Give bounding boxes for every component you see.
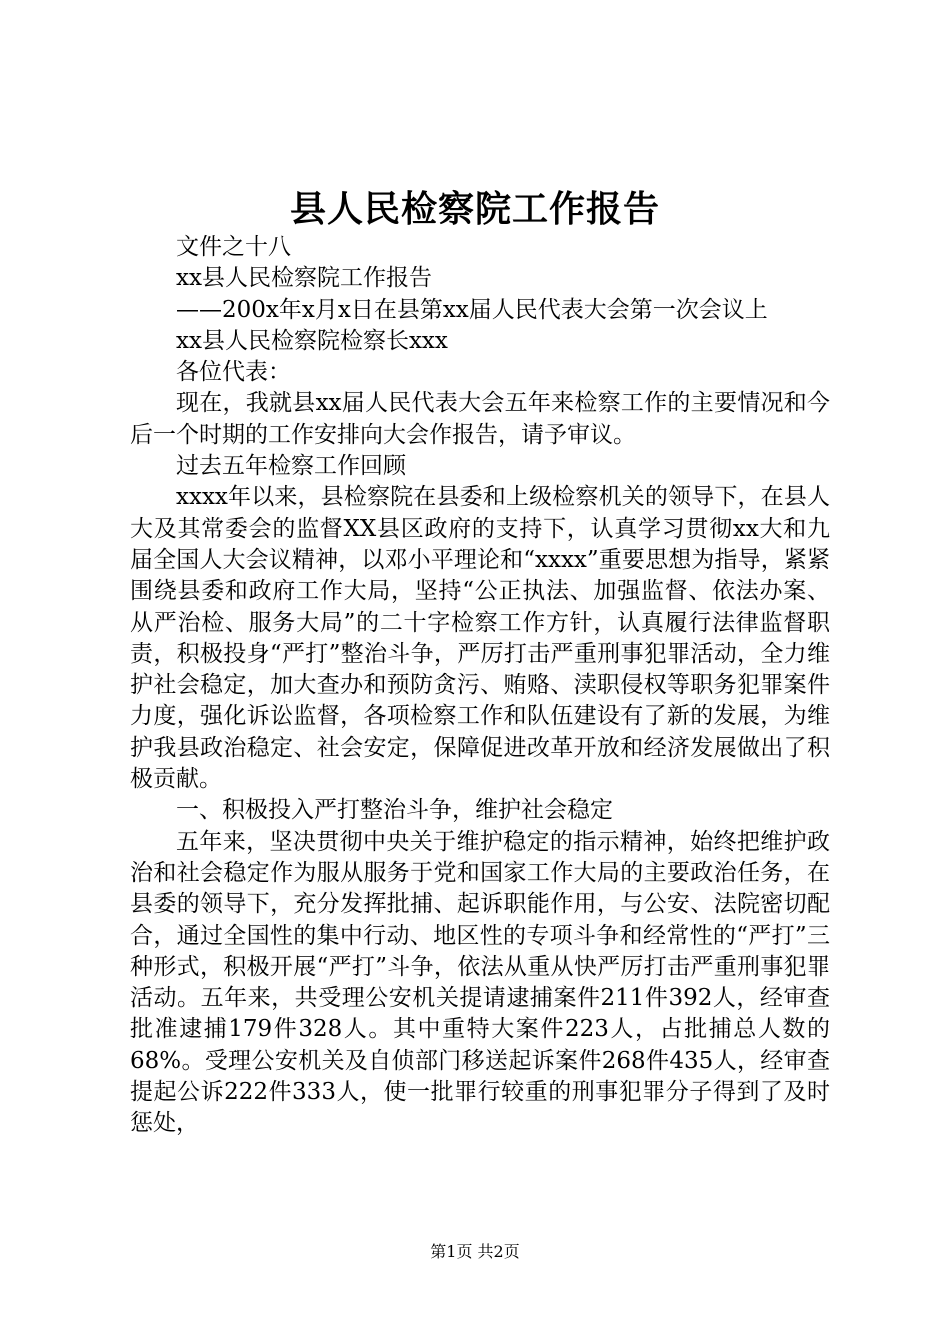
paragraph-report-heading: xx县人民检察院工作报告 (176, 265, 432, 292)
paragraph-review-body: xxxx年以来，县检察院在县委和上级检察机关的领导下，在县人大及其常委会的监督XX县区政府的支持下，认真学习贯彻xx大和九届全国人大会议精神，以邓小平理论和“xxxx”重要思想为指导，紧紧围绕县委和政府工作大局，坚持“公正执法、加强监督、依法办案、从严治检、服务大局”的二十字检察工作方针，认真履行法律监督职责，积极投身“严打”整治斗争，严厉打击严重刑事犯罪活动，全力维护社会稳定，加大查办和预防贪污、贿赂、渎职侵权等职务犯罪案件力度，强化诉讼监督，各项检察工作和队伍建设有了新的发展，为维护我县政治稳定、社会安定，保障促进改革开放和经济发展做出了积极贡献。 (130, 484, 830, 793)
page-number: 第1页 共2页 (430, 1242, 520, 1261)
paragraph-author: xx县人民检察院检察长xxx (176, 327, 448, 354)
paragraph-section-one-body: 五年来，坚决贯彻中央关于维护稳定的指示精神，始终把维护政治和社会稳定作为服从服务于党和国家工作大局的主要政治任务，在县委的领导下，充分发挥批捕、起诉职能作用，与公安、法院密切配合，通过全国性的集中行动、地区性的专项斗争和经常性的“严打”三种形式，积极开展“严打”斗争，依法从重从快严厉打击严重刑事犯罪活动。五年来，共受理公安机关提请逮捕案件211件392人，经审查批准逮捕179件328人。其中重特大案件223人，占批捕总人数的68%。受理公安机关及自侦部门移送起诉案件268件435人，经审查提起公诉222件333人，使一批罪行较重的刑事犯罪分子得到了及时惩处， (130, 828, 830, 1137)
document-body (130, 232, 830, 1140)
document-title: 县人民检察院工作报告 (289, 188, 660, 230)
paragraph-intro: 现在，我就县xx届人民代表大会五年来检察工作的主要情况和今后一个时期的工作安排向大会作报告，请予审议。 (130, 390, 830, 448)
paragraph-meeting-info: ——200x年x月x日在县第xx届人民代表大会第一次会议上 (176, 296, 768, 323)
paragraph-section-one: 一、积极投入严打整治斗争，维护社会稳定 (176, 797, 613, 824)
paragraph-file-number: 文件之十八 (176, 234, 291, 260)
paragraph-salutation: 各位代表： (176, 359, 291, 386)
paragraph-section-review: 过去五年检察工作回顾 (176, 453, 406, 480)
